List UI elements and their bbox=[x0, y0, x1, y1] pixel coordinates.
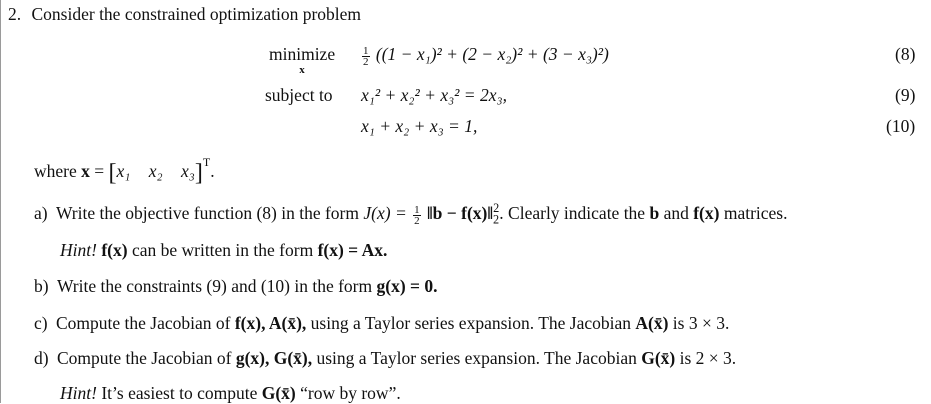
vec-x2: x₂ bbox=[148, 161, 163, 181]
half-fraction: $\frac{1}{2}$ bbox=[363, 45, 369, 68]
part-d: d) Compute the Jacobian of g(x), G(x̄), using a Taylor series expansion. The Jacobian G(x̄) is 2 × 3. bbox=[34, 348, 737, 368]
subject-to-label: subject to bbox=[265, 85, 333, 105]
part-c-label: c) bbox=[34, 313, 48, 333]
part-d-hint: Hint! It’s easiest to compute G(x̄) “row by row”. bbox=[60, 383, 401, 403]
part-b: b) Write the constraints (9) and (10) in the form g(x) = 0. bbox=[34, 276, 438, 296]
part-a: a) Write the objective function (8) in the form J(x) = $\frac{1}{2}$ ‖b − $f(x)‖_2^2$. Clearly indicate the b and f(x) matrices. bbox=[34, 201, 788, 227]
minimize-label: minimize x bbox=[269, 44, 336, 76]
constraint-10: x₁ + x₂ + x₃ = 1, bbox=[361, 116, 478, 136]
part-a-form-lhs: J(x) = bbox=[363, 203, 407, 223]
where-definition: where x = [x₁ x₂ x₃]$^T$. bbox=[34, 155, 215, 186]
left-margin-rule bbox=[0, 0, 1, 403]
objective-expression bbox=[360, 44, 609, 67]
part-b-label: b) bbox=[34, 276, 49, 296]
x-vector-symbol: x bbox=[81, 161, 90, 181]
part-a-norm: ‖b − $f(x)‖_2^2$ bbox=[427, 201, 500, 227]
vec-x3: x₃ bbox=[180, 161, 195, 181]
minimize-variable: x bbox=[299, 64, 305, 76]
equation-tag-8: (8) bbox=[895, 44, 916, 64]
equation-tag-10: (10) bbox=[886, 116, 916, 136]
part-c: c) Compute the Jacobian of f(x), A(x̄), using a Taylor series expansion. The Jacobian A(x̄) is 3 × 3. bbox=[34, 313, 730, 333]
objective-body: ((1 − x₁)² + (2 − x₂)² + (3 − x₃)²) bbox=[375, 44, 609, 64]
constraint-9: x₁² + x₂² + x₃² = 2x₃, bbox=[361, 85, 507, 105]
equation-tag-9: (9) bbox=[895, 85, 916, 105]
part-a-hint: Hint! f(x) can be written in the form f(x) = Ax. bbox=[60, 240, 388, 260]
problem-heading bbox=[8, 4, 361, 25]
problem-number: 2. bbox=[8, 4, 22, 24]
part-a-label: a) bbox=[34, 203, 48, 223]
problem-title: Consider the constrained optimization problem bbox=[31, 4, 362, 24]
part-d-label: d) bbox=[34, 348, 49, 368]
vec-x1: x₁ bbox=[116, 161, 131, 181]
transpose-mark: T bbox=[202, 155, 211, 170]
part-a-half: $\frac{1}{2}$ bbox=[414, 204, 420, 227]
